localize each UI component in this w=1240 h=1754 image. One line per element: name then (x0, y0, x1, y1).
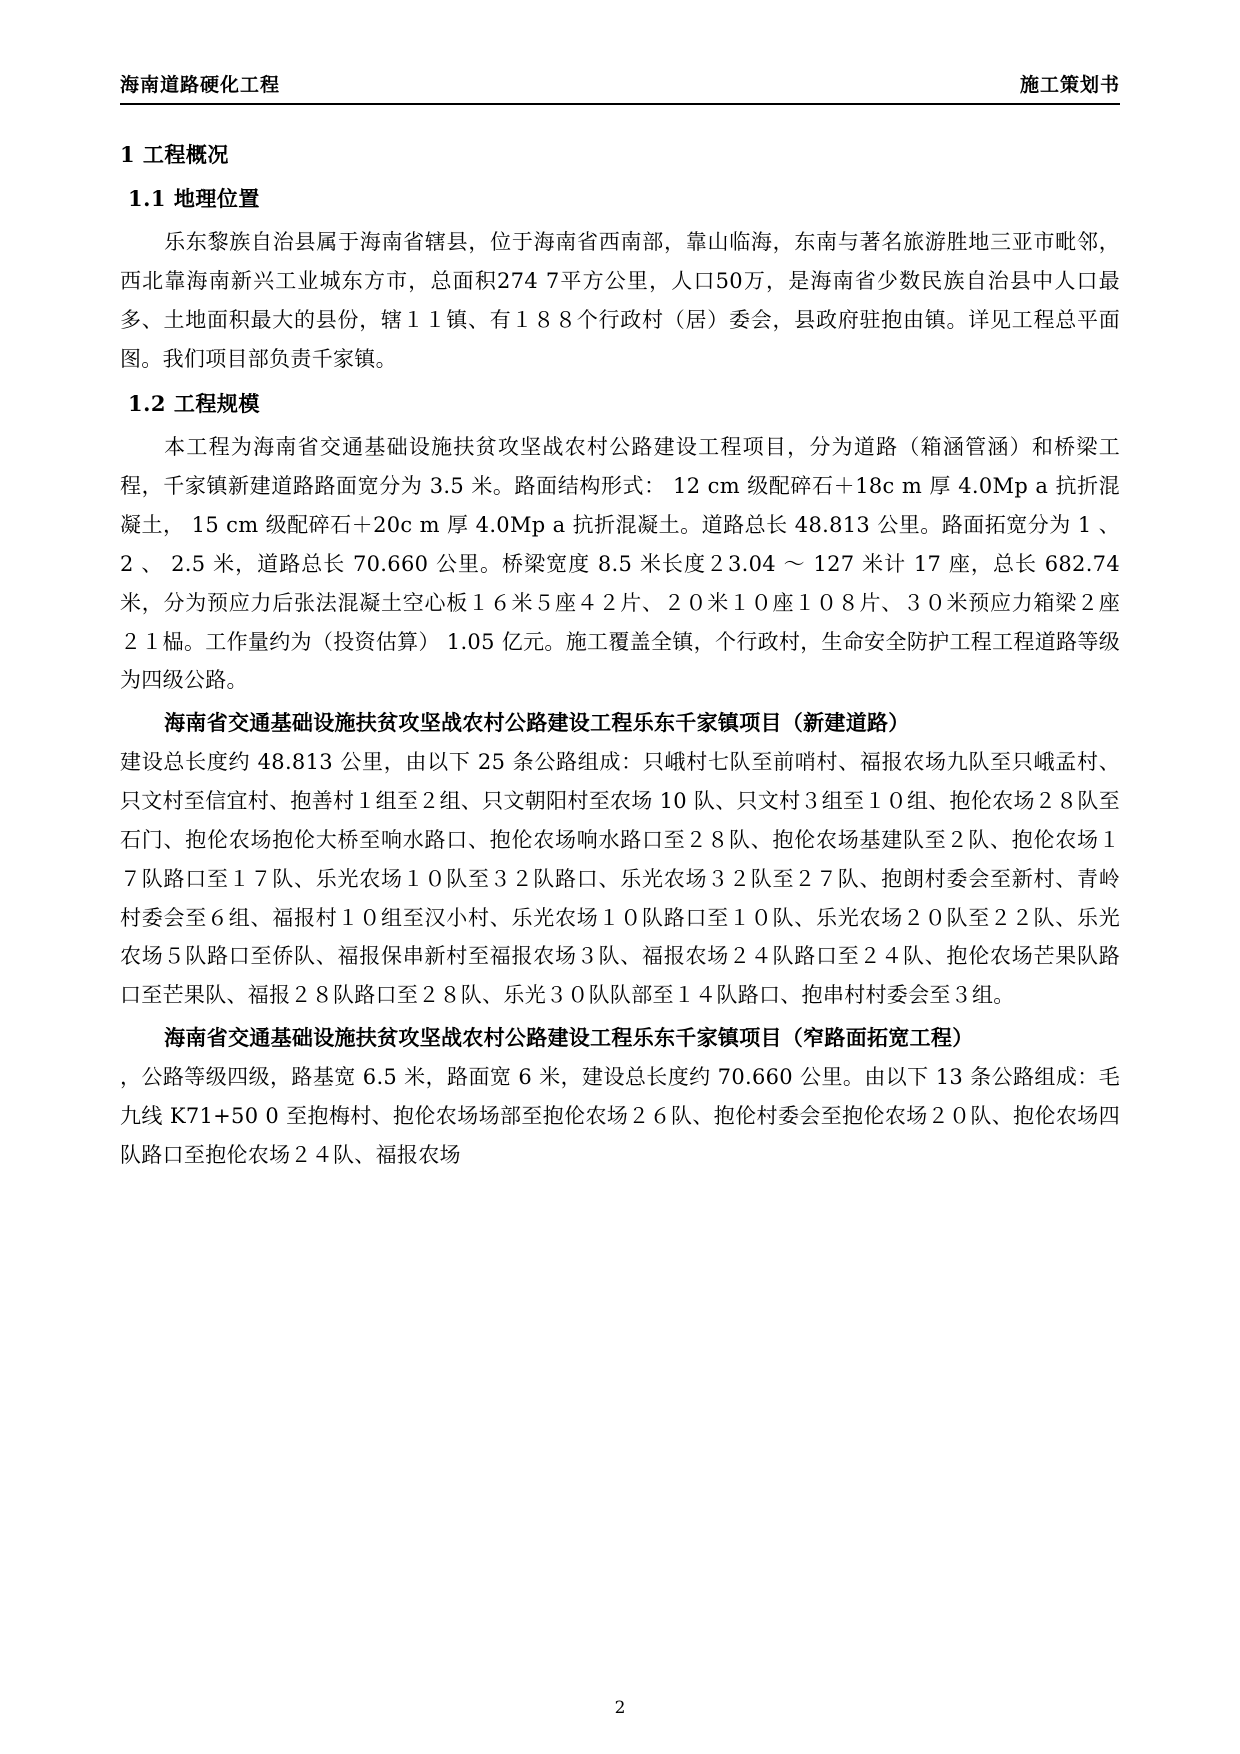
header-right-title: 施工策划书 (1019, 74, 1120, 96)
section-1-1-paragraph: 乐东黎族自治县属于海南省辖县，位于海南省西南部，靠山临海，东南与著名旅游胜地三亚市毗邻，西北靠海南新兴工业城东方市，总面积274 7平方公里，人口50万，是海南省少数民族自治县中人口最多、土地面积最大的县份，辖１１镇、有１８８个行政村（居）委会，县政府驻抱由镇。详见工程总平面图。我们项目部负责千家镇。 (120, 230, 1120, 371)
page-number: 2 (614, 1698, 626, 1718)
project-widening-paragraph: ，公路等级四级，路基宽 6.5 米，路面宽 6 米，建设总长度约 70.660 公里。由以下 13 条公路组成：毛九线 K71+50 0 至抱梅村、抱伦农场场部至抱伦农场２６队、抱伦村委会至抱伦农场２０队、抱伦农场四队路口至抱伦农场２４队、福报农场 (120, 1064, 1120, 1167)
section-1-heading: 1 工程概况 (120, 142, 229, 167)
project-widening-heading: 海南省交通基础设施扶贫攻坚战农村公路建设工程乐东千家镇项目（窄路面拓宽工程） (164, 1025, 974, 1051)
section-1-2-heading: 1.2 工程规模 (128, 391, 260, 417)
page-header (120, 70, 1120, 105)
section-1-2-paragraph: 本工程为海南省交通基础设施扶贫攻坚战农村公路建设工程项目，分为道路（箱涵管涵）和桥梁工程，千家镇新建道路路面宽分为 3.5 米。路面结构形式： 12 cm 级配碎石＋18c m 厚 4.0Mp a 抗折混凝土， 15 cm 级配碎石＋20c m 厚 4.0Mp a 抗折混凝土。道路总长 48.813 公里。路面拓宽分为 1 、 2 、 2.5 米，道路总长 70.660 公里。桥梁宽度 8.5 米长度２3.04 ～ 127 米计 17 座，总长 682.74 米，分为预应力后张法混凝土空心板１６米５座４２片、２０米１０座１０８片、３０米预应力箱梁２座２１榀。工作量约为（投资估算） 1.05 亿元。施工覆盖全镇，个行政村，生命安全防护工程工程道路等级为四级公路。 (120, 435, 1120, 693)
section-1-1-heading: 1.1 地理位置 (128, 186, 260, 211)
header-left-title: 海南道路硬化工程 (120, 74, 281, 96)
project-new-road-paragraph: 建设总长度约 48.813 公里，由以下 25 条公路组成：只峨村七队至前哨村、福报农场九队至只峨孟村、只文村至信宜村、抱善村１组至２组、只文朝阳村至农场 10 队、只文村３组至１０组、抱伦农场２８队至石门、抱伦农场抱伦大桥至响水路口、抱伦农场响水路口至２８队、抱伦农场基建队至２队、抱伦农场１７队路口至１７队、乐光农场１０队至３２队路口、乐光农场３２队至２７队、抱朗村委会至新村、青岭村委会至６组、福报村１０组至汉小村、乐光农场１０队路口至１０队、乐光农场２０队至２２队、乐光农场５队路口至侨队、福报保串新村至福报农场３队、福报农场２４队路口至２４队、抱伦农场芒果队路口至芒果队、福报２８队路口至２８队、乐光３０队队部至１４队路口、抱串村村委会至３组。 (120, 750, 1120, 1008)
project-new-road-heading: 海南省交通基础设施扶贫攻坚战农村公路建设工程乐东千家镇项目（新建道路） (164, 710, 910, 736)
